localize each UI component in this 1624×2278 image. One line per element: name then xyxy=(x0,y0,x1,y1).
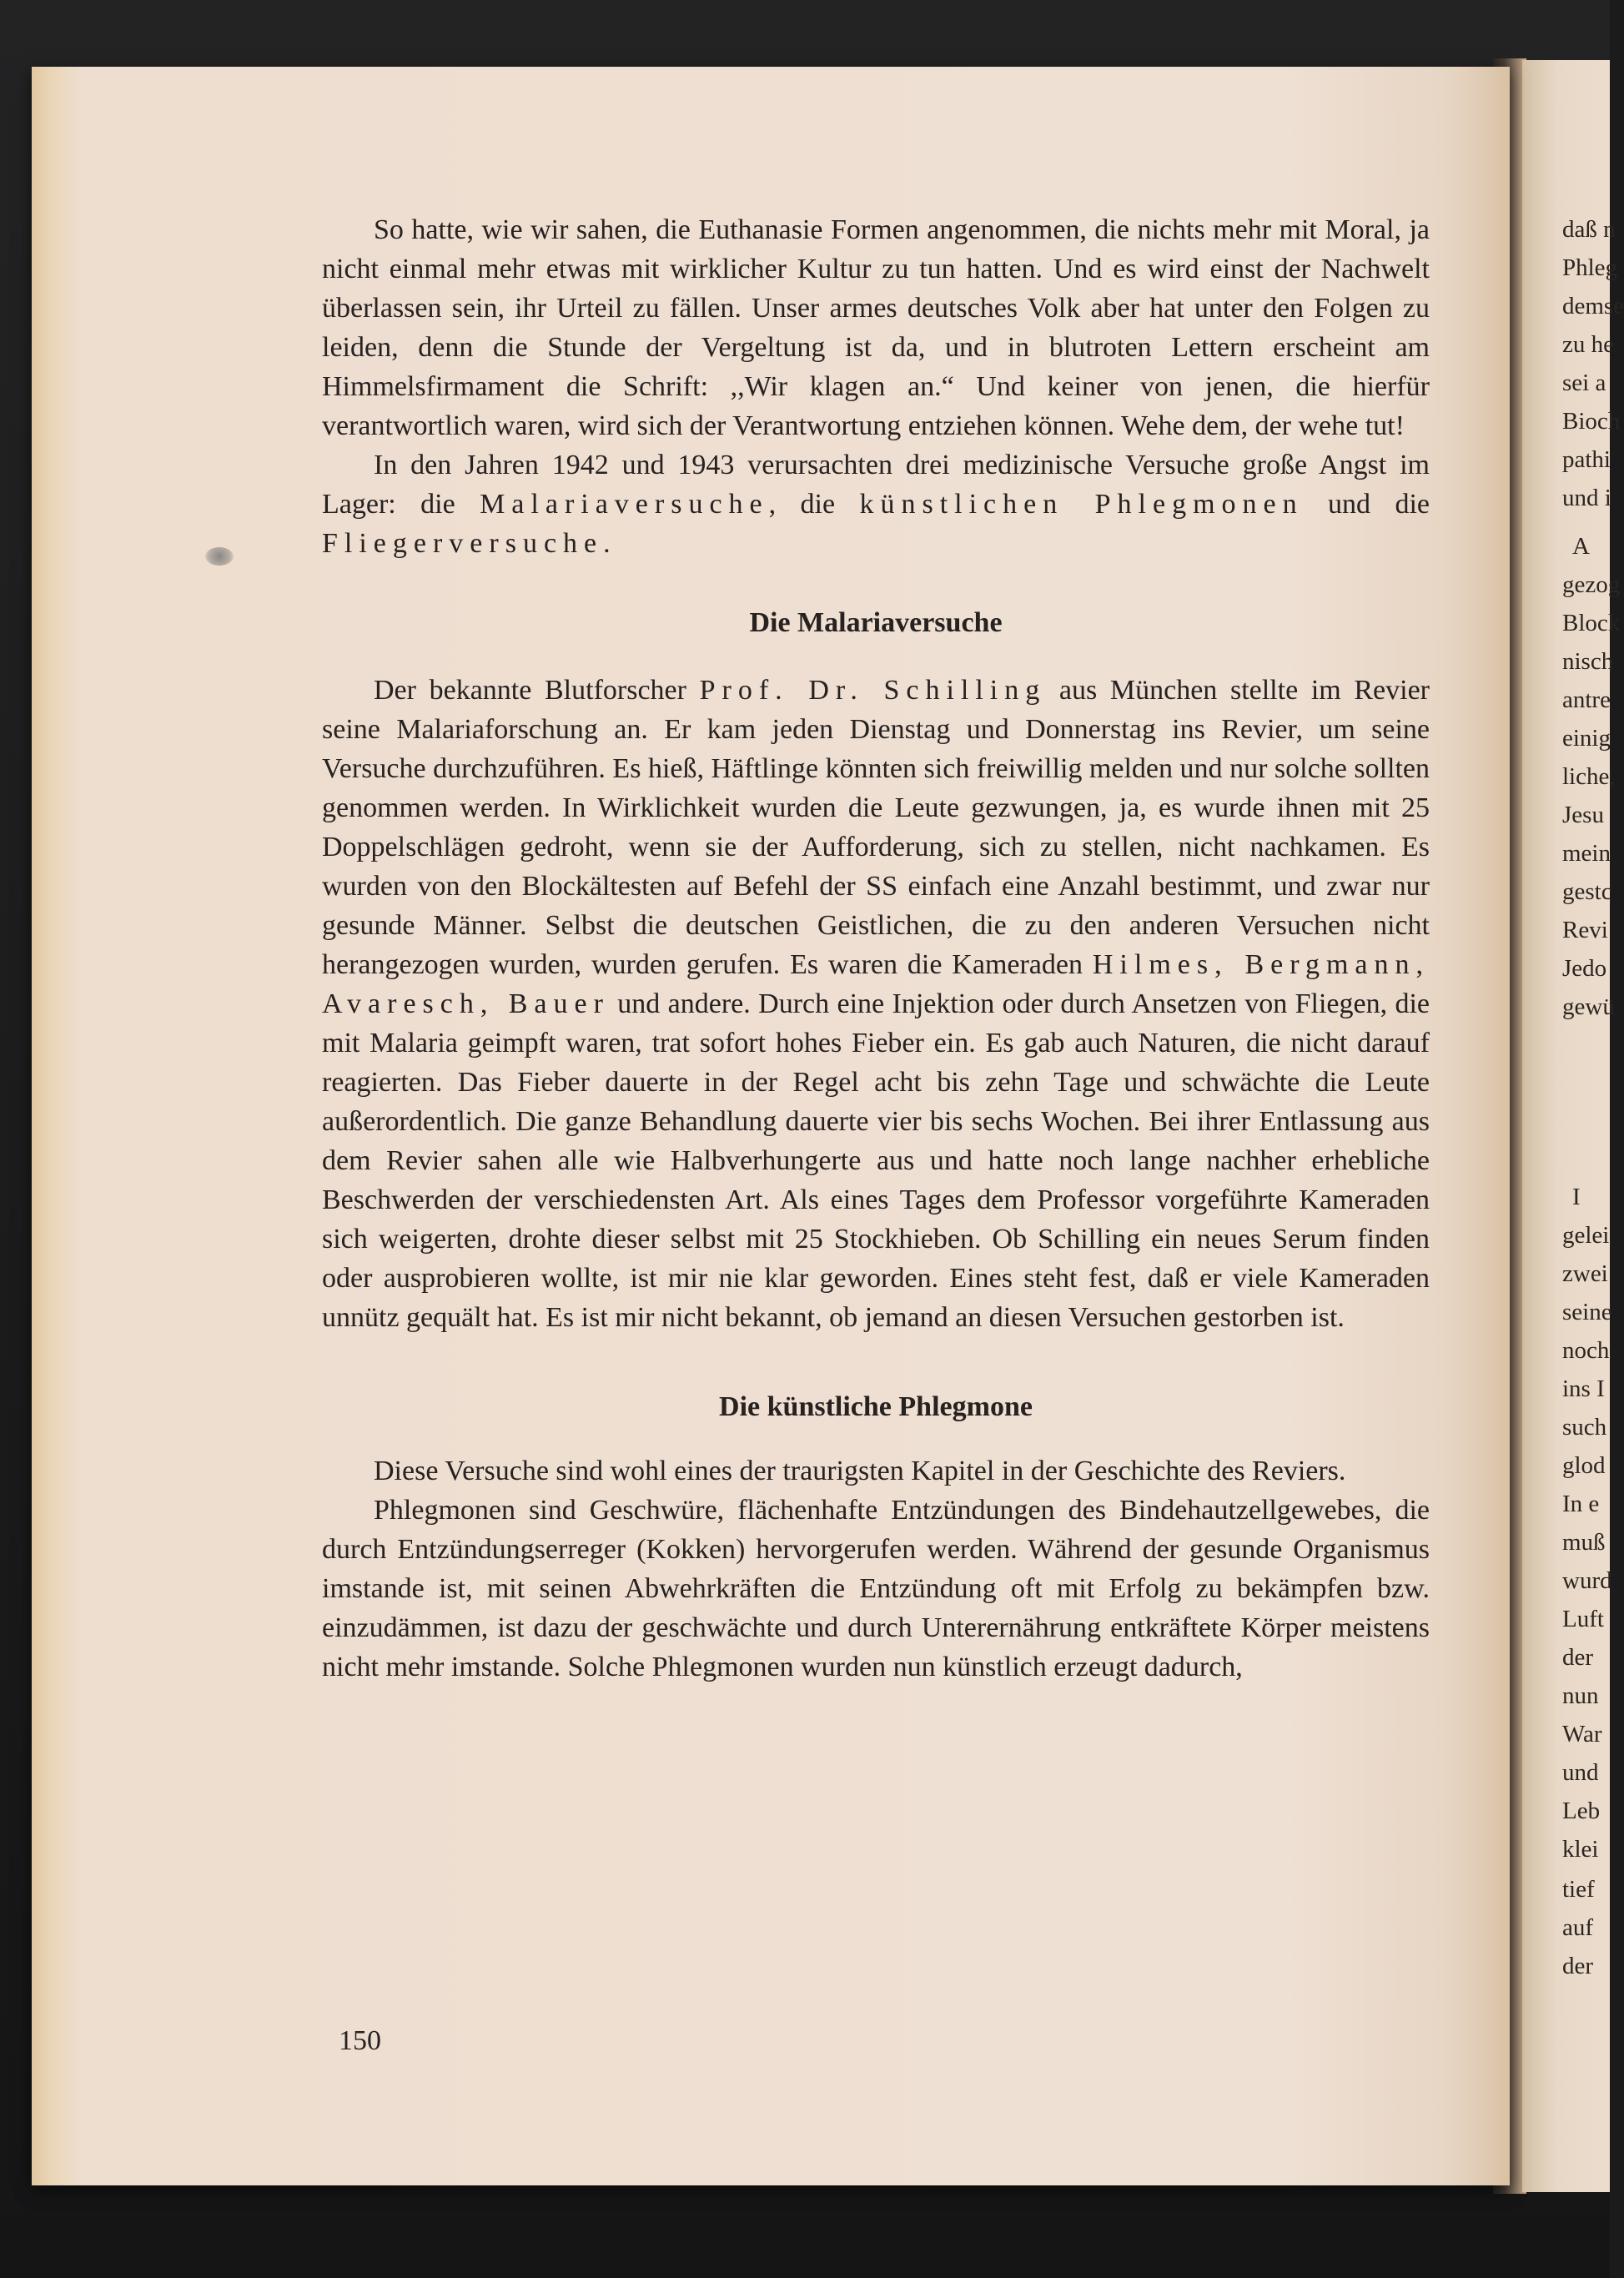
spaced-name: künstlichen Phlegmonen xyxy=(859,489,1304,520)
next-page-fragment: nun xyxy=(1562,1682,1599,1709)
text-run: und die xyxy=(1303,489,1430,520)
next-page-fragment: Leb xyxy=(1562,1798,1601,1824)
next-page-fragment: daß n xyxy=(1562,216,1616,243)
next-page-fragment: A xyxy=(1572,533,1590,560)
next-page-fragment: I xyxy=(1572,1184,1581,1210)
next-page-fragment: und xyxy=(1562,1759,1599,1786)
malaria-paragraphs xyxy=(322,671,1430,1337)
next-page-fragment: Phleg xyxy=(1562,254,1618,281)
next-page-fragment: zwei xyxy=(1562,1260,1608,1287)
next-page-fragment: gestc xyxy=(1562,878,1612,905)
next-page-fragment: mein xyxy=(1562,840,1611,867)
next-page-fragment: noch xyxy=(1562,1337,1610,1364)
next-page-fragment: pathi xyxy=(1562,446,1611,473)
next-page-fragment: nisch xyxy=(1562,648,1614,675)
next-page-fragment: seine xyxy=(1562,1299,1612,1325)
next-page-fragment: War xyxy=(1562,1721,1602,1747)
next-page-fragment: der xyxy=(1562,1953,1594,1979)
next-page-fragment: der xyxy=(1562,1644,1594,1671)
next-page-fragment: Luft xyxy=(1562,1606,1604,1632)
spaced-name: Prof. Dr. Schilling xyxy=(699,675,1047,706)
next-page-fragment: gelei xyxy=(1562,1222,1610,1249)
text-run: , die xyxy=(768,489,860,520)
paragraph xyxy=(322,671,1430,1337)
next-page-fragment: Jedo xyxy=(1562,955,1607,982)
next-page-fragment: In e xyxy=(1562,1491,1600,1517)
text-run: Der bekannte Blutforscher xyxy=(374,675,700,706)
text-run: Phlegmonen sind Geschwüre, flächenhafte Entzündungen des Bindehautzellgewebes, die durch Entzündungserreger (Kokken) hervorgerufen werden. Während der gesunde Organismus imstande ist, mit seinen Abwehrkräften die Entzündung oft mit Erfolg zu bekämpfen bzw. einzudämmen, ist dazu der geschwächte und durch Unterernährung entkräftete Körper meistens nicht mehr imstande. Solche Phlegmonen wurden nun künstlich erzeugt dadurch, xyxy=(322,1495,1430,1682)
text-run: . xyxy=(603,528,611,559)
next-page-fragment: Bioch xyxy=(1562,408,1621,435)
next-page-fragment: liche, xyxy=(1562,763,1616,790)
section-heading-phlegmone: Die künstliche Phlegmone xyxy=(719,1391,1033,1422)
next-page-fragment: Jesu xyxy=(1562,802,1604,828)
phlegmone-paragraphs xyxy=(322,1451,1430,1687)
paragraph xyxy=(322,210,1430,445)
next-page-fragment: wurd xyxy=(1562,1567,1612,1594)
next-page-fragment: antre xyxy=(1562,686,1611,713)
next-page-fragment: ins I xyxy=(1562,1375,1605,1402)
text-run: So hatte, wie wir sahen, die Euthanasie Formen angenommen, die nichts mehr mit Moral, ja nicht einmal mehr etwas mit wirklicher Kultur zu tun hatten. Und es wird einst der Nachwelt überlassen sein, ihr Urteil zu fällen. Unser armes deutsches Volk aber hat unter den Folgen zu leiden, denn die Stunde der Vergeltung ist da, und in blutroten Lettern erscheint am Himmelsfirmament die Schrift: ,,Wir klagen an.“ Und keiner von jenen, die hierfür verantwortlich waren, wird sich der Verantwortung entziehen können. Wehe dem, der wehe tut! xyxy=(322,214,1430,441)
text-run: und andere. Durch eine Injektion oder durch Ansetzen von Fliegen, die mit Malaria geimpft waren, trat sofort hohes Fieber ein. Es gab auch Naturen, die nicht darauf reagierten. Das Fieber dauerte in der Regel acht bis zehn Tage und schwächte die Leute außerordentlich. Die ganze Behandlung dauerte vier bis sechs Wochen. Bei ihrer Entlassung aus dem Revier sahen alle wie Halbverhungerte aus und hatte noch lange nachher erhebliche Beschwerden der verschiedensten Art. Als eines Tages dem Professor vorgeführte Kameraden sich weigerten, drohte dieser selbst mit 25 Stockhieben. Ob Schilling ein neues Serum finden oder ausprobieren wollte, ist mir nie klar geworden. Eines steht fest, daß er viele Kameraden unnütz gequält hat. Es ist mir nicht bekannt, ob jemand an diesen Versuchen gestorben ist. xyxy=(322,988,1430,1333)
next-page-fragment: Block xyxy=(1562,610,1621,636)
next-page-fragment: such xyxy=(1562,1414,1607,1441)
next-page-fragment: tief xyxy=(1562,1876,1595,1903)
next-page-fragment: gewü xyxy=(1562,993,1615,1020)
next-page-fragment: klei xyxy=(1562,1836,1599,1863)
next-page-fragment: demse xyxy=(1562,293,1624,319)
next-page-edge xyxy=(1522,60,1624,2192)
next-page-fragment: gezog xyxy=(1562,571,1621,598)
text-run: Diese Versuche sind wohl eines der traurigsten Kapitel in der Geschichte des Reviers. xyxy=(374,1456,1346,1486)
next-page-fragment: und i xyxy=(1562,485,1611,511)
next-page-fragment: zu he xyxy=(1562,331,1614,358)
next-page-fragment: sei a xyxy=(1562,370,1606,396)
spaced-name: Hilmes, Bergmann, Avaresch, Bauer xyxy=(322,949,1430,1019)
spaced-name: Malariaversuche xyxy=(480,489,769,520)
intro-paragraphs xyxy=(322,210,1430,563)
next-page-fragment: auf xyxy=(1562,1914,1594,1941)
next-page-fragment: glod xyxy=(1562,1452,1606,1479)
section-heading-malaria: Die Malariaversuche xyxy=(749,607,1003,638)
next-page-fragment: einig xyxy=(1562,725,1611,752)
text-run: In den Jahren 1942 und 1943 verursachten drei medizinische Versuche große Angst im Lager: die xyxy=(322,450,1430,520)
paragraph xyxy=(322,445,1430,563)
paragraph xyxy=(322,1451,1430,1491)
paragraph xyxy=(322,1491,1430,1687)
page-number: 150 xyxy=(339,2025,381,2056)
text-run: aus München stellte im Revier seine Malariaforschung an. Er kam jeden Dienstag und Donnerstag ins Revier, um seine Versuche durchzuführen. Es hieß, Häftlinge könnten sich freiwillig melden und nur solche sollten genommen werden. In Wirklichkeit wurden die Leute gezwungen, ja, es wurde ihnen mit 25 Doppelschlägen gedroht, wenn sie der Aufforderung, sich zu stellen, nicht nachkamen. Es wurden von den Blockältesten auf Befehl der SS einfach eine Anzahl bestimmt, und zwar nur gesunde Männer. Selbst die deutschen Geistlichen, die zu den anderen Versuchen nicht herangezogen wurden, wurden gerufen. Es waren die Kameraden xyxy=(322,675,1430,980)
page-stain xyxy=(205,547,234,566)
next-page-fragment: muß xyxy=(1562,1529,1606,1556)
page-text xyxy=(322,210,1430,1687)
spaced-name: Fliegerversuche xyxy=(322,528,604,559)
next-page-fragment: Revi xyxy=(1562,917,1608,943)
